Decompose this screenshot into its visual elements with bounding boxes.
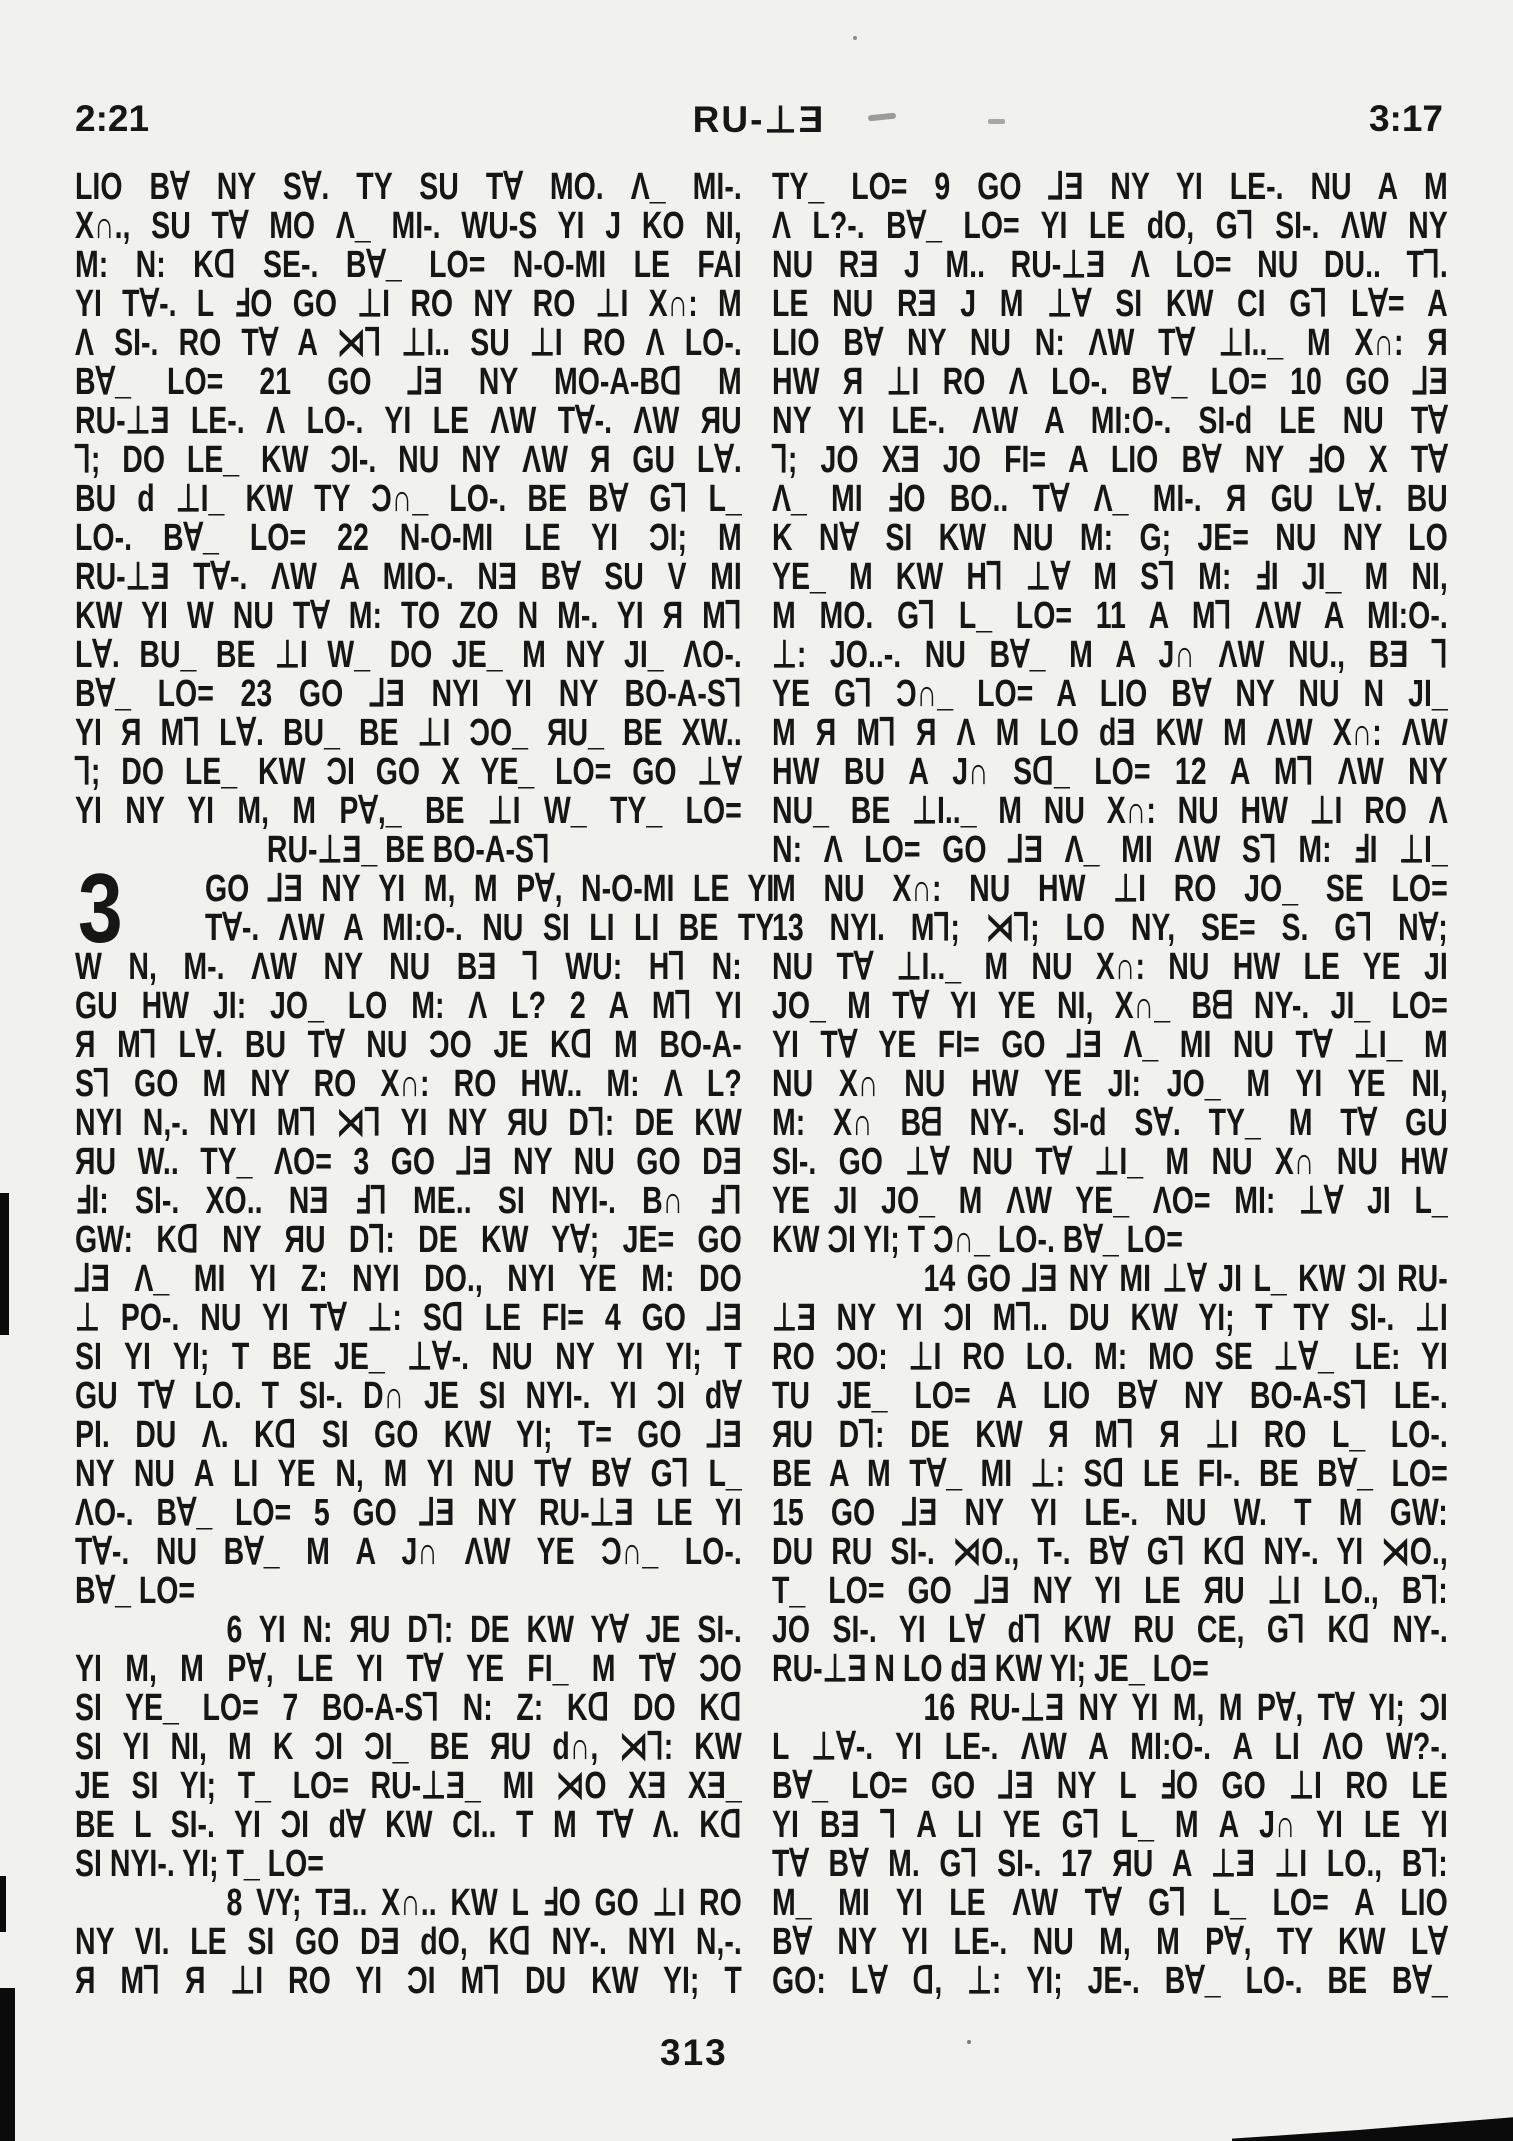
text-line: Λ SI-. RO T∀ A ⋊⅂ ⊥I.. SU ⊥I RO Λ LO-. xyxy=(75,322,742,364)
text-line: YE G⅂ Ɔ∩_ LO= A LIO B∀ NY NU N JI_ xyxy=(772,673,1448,715)
text-line: GO ⅃Ǝ NY YI M, M P∀, N-O-MI LE YI xyxy=(205,868,775,910)
text-line: SI-. GO ⊥∀ NU T∀ ⊥I_ M NU X∩ NU HW xyxy=(772,1141,1448,1183)
text-line: SI NYI-. YI; T_ LO= xyxy=(75,1843,324,1885)
text-line: GU HW JI: JO_ LO M: Λ L? 2 A M⅂ YI xyxy=(75,985,742,1027)
text-line: KW YI W NU T∀ M: TO ZO N M-. YI Я M⅂ xyxy=(75,595,742,637)
text-line: N: Λ LO= GO ⅃Ǝ Λ_ MI ΛW S⅂ M: ℲI ⊥I_ xyxy=(772,829,1448,871)
text-line: LE NU RƎ J M ⊥∀ SI KW CI G⅂ L∀= A xyxy=(772,283,1448,325)
text-line: B∀_ LO= 21 GO ⅃Ǝ NY MO-A-Bᗡ M xyxy=(75,361,742,403)
text-line: 6 YI N: ЯU D⅂: DE KW Y∀ JE SI-. xyxy=(226,1609,742,1651)
text-line: JE SI YI; T_ LO= RU-⊥Ǝ_ MI ⋊O XƎ XƎ_ xyxy=(75,1765,742,1807)
text-line: M_ MI YI LE ΛW T∀ G⅂ L_ LO= A LIO xyxy=(772,1882,1448,1924)
text-line: BE A M T∀_ MI ⊥: Sᗡ LE FI-. BE B∀_ LO= xyxy=(772,1453,1448,1495)
text-line: M Я M⅂ Я Λ M LO dƎ KW M ΛW X∩: ΛW xyxy=(772,712,1448,754)
text-line: JO SI-. YI L∀ d⅂ KW RU CE, G⅂ Kᗡ NY-. xyxy=(772,1609,1448,1651)
text-line: T_ LO= GO ⅃Ǝ NY YI LE ЯU ⊥I LO., B⅂: xyxy=(772,1570,1448,1612)
text-line: JO_ M T∀ YI YE NI, X∩_ Bᗺ NY-. JI_ LO= xyxy=(772,985,1448,1027)
text-line: ⊥ PO-. NU YI T∀ ⊥: Sᗡ LE FI= 4 GO ⅃Ǝ xyxy=(75,1297,742,1339)
text-line: GO: L∀ ᗡ, ⊥: YI; JE-. B∀_ LO-. BE B∀_ xyxy=(772,1960,1448,2002)
text-line: Я M⅂ L∀. BU T∀ NU ƆO JE Kᗡ M BO-A- xyxy=(75,1024,742,1066)
text-line: YI T∀ YE FI= GO ⅃Ǝ Λ_ MI NU T∀ ⊥I_ M xyxy=(772,1024,1448,1066)
text-line: BE L SI-. YI ƆI d∀ KW CI.. T M T∀ Λ. Kᗡ xyxy=(75,1804,742,1846)
text-line: YI M, M P∀, LE YI T∀ YE FI_ M T∀ ƆO xyxy=(75,1648,742,1690)
text-line: TY_ LO= 9 GO ⅃Ǝ NY YI LE-. NU A M xyxy=(772,166,1448,208)
text-line: DU RU SI-. ⋊O., T-. B∀ G⅂ Kᗡ NY-. YI ⋊O., xyxy=(772,1531,1448,1573)
text-line: S⅂ GO M NY RO X∩: RO HW.. M: Λ L? xyxy=(75,1063,742,1105)
scan-artifact-dot xyxy=(967,2040,971,2044)
text-line: NU RƎ J M.. RU-⊥Ǝ Λ LO= NU DU.. T⅂. xyxy=(772,244,1448,286)
page-header xyxy=(75,98,1443,146)
text-column-left xyxy=(75,166,775,2002)
text-line: SI YI NI, M K ƆI ƆI_ BE ЯU d∩, ⋊⅂: KW xyxy=(75,1726,742,1768)
text-line: ⅃Ǝ Λ_ MI YI Z: NYI DO., NYI YE M: DO xyxy=(75,1258,742,1300)
text-line: SI YE_ LO= 7 BO-A-S⅂ N: Z: Kᗡ DO Kᗡ xyxy=(75,1687,742,1729)
scan-artifact-left-bar xyxy=(0,1193,9,1335)
text-line: RO ƆO: ⊥I RO LO. M: MO SE ⊥∀_ LE: YI xyxy=(772,1336,1448,1378)
text-line: GW: Kᗡ NY ЯU D⅂: DE KW Y∀; JE= GO xyxy=(75,1219,742,1261)
text-line: NU T∀ ⊥I.._ M NU X∩: NU HW LE YE JI xyxy=(772,946,1448,988)
text-line: 14 GO ⅃Ǝ NY MI ⊥∀ JI L_ KW ƆI RU- xyxy=(923,1258,1448,1300)
text-line: T∀-. NU B∀_ M A J∩ ΛW YE Ɔ∩_ LO-. xyxy=(75,1531,742,1573)
text-line: YI T∀-. L ℲO GO ⊥I RO NY RO ⊥I X∩: M xyxy=(75,283,742,325)
scan-artifact-left-tick xyxy=(0,1876,6,1932)
scan-artifact-smudge xyxy=(988,119,1005,124)
text-line: LIO B∀ NY S∀. TY SU T∀ MO. Λ_ MI-. xyxy=(75,166,742,208)
text-line: RU-⊥Ǝ N LO dƎ KW YI; JE_ LO= xyxy=(772,1648,1209,1690)
text-column-right xyxy=(772,168,1448,2001)
text-line: B∀_ LO= 23 GO ⅃Ǝ NYI YI NY BO-A-S⅂ xyxy=(75,673,742,715)
text-line: NY VI. LE SI GO DƎ dO, Kᗡ NY-. NYI N,-. xyxy=(75,1921,742,1963)
text-line: PI. DU Λ. Kᗡ SI GO KW YI; T= GO ⅃Ǝ xyxy=(75,1414,742,1456)
page-number: 313 xyxy=(660,2032,728,2073)
text-line: NU_ BE ⊥I.._ M NU X∩: NU HW ⊥I RO Λ xyxy=(772,790,1448,832)
text-line: L∀. BU_ BE ⊥I W_ DO JE_ M NY JI_ ΛO-. xyxy=(75,634,742,676)
scan-artifact-dot xyxy=(853,36,857,40)
text-line: ⊥Ǝ NY YI ƆI M⅂.. DU KW YI; T TY SI-. ⊥I xyxy=(772,1297,1448,1339)
text-line: T∀-. ΛW A MI:O-. NU SI LI LI BE TY xyxy=(205,907,775,949)
text-line: LIO B∀ NY NU N: ΛW T∀ ⊥I.._ M X∩: Я xyxy=(772,322,1448,364)
chapter-ref-right: 3:17 xyxy=(1368,98,1443,139)
text-line: RU-⊥Ǝ LE-. Λ LO-. YI LE ΛW T∀-. ΛW ЯU xyxy=(75,400,742,442)
text-line: T∀ B∀ M. G⅂ SI-. 17 ЯU A ⊥Ǝ ⊥I LO., B⅂: xyxy=(772,1843,1448,1885)
text-line: LO-. B∀_ LO= 22 N-O-MI LE YI ƆI; M xyxy=(75,517,742,559)
text-line: B∀_ LO= GO ⅃Ǝ NY L ℲO GO ⊥I RO LE xyxy=(772,1765,1448,1807)
text-line: RU-⊥Ǝ_ BE BO-A-S⅂ xyxy=(266,829,550,871)
text-line: 15 GO ⅃Ǝ NY YI LE-. NU W. T M GW: xyxy=(772,1492,1448,1534)
text-line: YI BƎ ⅂ A LI YE G⅂ L_ M A J∩ YI LE YI xyxy=(772,1804,1448,1846)
text-line: YI Я M⅂ L∀. BU_ BE ⊥I ƆO_ ЯU_ BE XW.. xyxy=(75,712,742,754)
text-line: W N, M-. ΛW NY NU BƎ ⅂ WU: H⅂ N: xyxy=(75,946,742,988)
chapter-ref-left: 2:21 xyxy=(75,98,150,139)
text-line: 16 RU-⊥Ǝ NY YI M, M P∀, T∀ YI; ƆI xyxy=(923,1687,1448,1729)
text-line: NY NU A LI YE N, M YI NU T∀ B∀ G⅂ L_ xyxy=(75,1453,742,1495)
text-line: ЯU D⅂: DE KW Я M⅂ Я ⊥I RO L_ LO-. xyxy=(772,1414,1448,1456)
scan-artifact-left-corner xyxy=(0,1988,15,2141)
text-line: M: X∩ Bᗺ NY-. SI-d S∀. TY_ M T∀ GU xyxy=(772,1102,1448,1144)
text-line: X∩., SU T∀ MO Λ_ MI-. WU-S YI J KO NI, xyxy=(75,205,742,247)
book-title: RU-⊥Ǝ xyxy=(692,99,826,140)
text-line: M NU X∩: NU HW ⊥I RO JO_ SE LO= xyxy=(772,868,1448,910)
text-line: NY YI LE-. ΛW A MI:O-. SI-d LE NU T∀ xyxy=(772,400,1448,442)
text-line: RU-⊥Ǝ T∀-. ΛW A MIO-. NƎ B∀ SU V MI xyxy=(75,556,742,598)
text-line: 8 VY; TƎ.. X∩.. KW L ℲO GO ⊥I RO xyxy=(226,1882,742,1924)
text-line: K N∀ SI KW NU M: G; JE= NU NY LO xyxy=(772,517,1448,559)
text-line: ΛO-. B∀_ LO= 5 GO ⅃Ǝ NY RU-⊥Ǝ LE YI xyxy=(75,1492,742,1534)
text-line: YE JI JO_ M ΛW YE_ ΛO= MI: ⊥∀ JI L_ xyxy=(772,1180,1448,1222)
scan-artifact-bottom-wedge xyxy=(1232,2112,1513,2141)
text-line: M: N: Kᗡ SE-. B∀_ LO= N-O-MI LE FAI xyxy=(75,244,742,286)
text-line: ℲI: SI-. XO.. NƎ Ⅎ⅂ ME.. SI NYI-. B∩ Ⅎ⅂ xyxy=(75,1180,742,1222)
text-line: ⅂; DO LE_ KW ƆI GO X YE_ LO= GO ⊥∀ xyxy=(75,751,742,793)
text-line: ⅂; DO LE_ KW ƆI-. NU NY ΛW Я GU L∀. xyxy=(75,439,742,481)
text-line: GU T∀ LO. T SI-. D∩ JE SI NYI-. YI ƆI d∀ xyxy=(75,1375,742,1417)
text-line: HW Я ⊥I RO Λ LO-. B∀_ LO= 10 GO ⅃Ǝ xyxy=(772,361,1448,403)
text-line: L ⊥∀-. YI LE-. ΛW A MI:O-. A LI ΛO W?-. xyxy=(772,1726,1448,1768)
text-line: HW BU A J∩ Sᗡ_ LO= 12 A M⅂ ΛW NY xyxy=(772,751,1448,793)
text-line: ⊥: JO..-. NU B∀_ M A J∩ ΛW NU., BƎ ⅂ xyxy=(772,634,1448,676)
text-line: 13 NYI. M⅂; ⋊⅂; LO NY, SE= S. G⅂ N∀; xyxy=(772,907,1448,949)
text-line: ⅂; JO XƎ JO FI= A LIO B∀ NY ℲO X T∀ xyxy=(772,439,1448,481)
text-line: YI NY YI M, M P∀,_ BE ⊥I W_ TY_ LO= xyxy=(75,790,742,832)
text-line: SI YI YI; T BE JE_ ⊥∀-. NU NY YI YI; T xyxy=(75,1336,742,1378)
text-line: ЯU W.. TY_ ΛO= 3 GO ⅃Ǝ NY NU GO DƎ xyxy=(75,1141,742,1183)
text-line: Λ L?-. B∀_ LO= YI LE dO, G⅂ SI-. ΛW NY xyxy=(772,205,1448,247)
text-line: BU d ⊥I_ KW TY Ɔ∩_ LO-. BE B∀ G⅂ L_ xyxy=(75,478,742,520)
text-line: B∀_ LO= xyxy=(75,1570,196,1612)
text-line: NYI N,-. NYI M⅂ ⋊⅂ YI NY ЯU D⅂: DE KW xyxy=(75,1102,742,1144)
text-line: YE_ M KW H⅂ ⊥∀ M S⅂ M: ℲI JI_ M NI, xyxy=(772,556,1448,598)
text-line: NU X∩ NU HW YE JI: JO_ M YI YE NI, xyxy=(772,1063,1448,1105)
text-line: KW ƆI YI; T Ɔ∩_ LO-. B∀_ LO= xyxy=(772,1219,1183,1261)
text-line: M MO. G⅂ L_ LO= 11 A M⅂ ΛW A MI:O-. xyxy=(772,595,1448,637)
dropcap-chapter-3: 3 xyxy=(78,853,123,963)
text-line: Я M⅂ Я ⊥I RO YI ƆI M⅂ DU KW YI; T xyxy=(75,1960,742,2002)
text-line: B∀ NY YI LE-. NU M, M P∀, TY KW L∀ xyxy=(772,1921,1448,1963)
text-line: TU JE_ LO= A LIO B∀ NY BO-A-S⅂ LE-. xyxy=(772,1375,1448,1417)
text-line: Λ_ MI ℲO BO.. T∀ Λ_ MI-. Я GU L∀. BU xyxy=(772,478,1448,520)
